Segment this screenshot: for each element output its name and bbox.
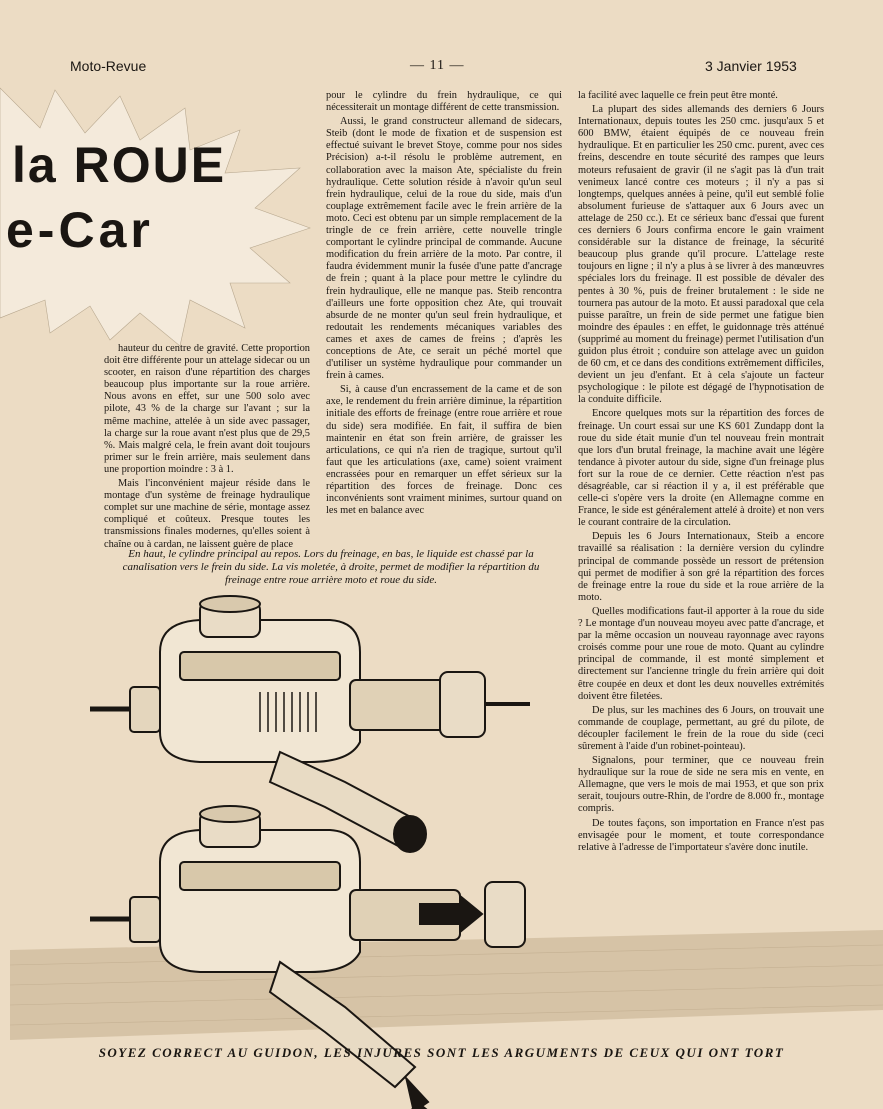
paragraph: La plupart des sides allemands des derniers 6 Jours Internationaux, depuis toutes les 250 cmc. jusqu'aux 5 et 600 BMW, étaient équipés de ce nouveau frein hydraulique. Et en particulier les 250 cmc. purent, avec ces freins, descendre en toute sécurité des rampes que leurs moteurs refusaient de gravir (il ne s'agit pas là d'un trait venimeux lancé contre ces moteurs ; il n'y a pas si longtemps, quelques années à peine, qu'il eut semblé folie absolument furieuse de s'attaquer aux 6 Jours avec un attelage de 250 cc.). Et ce sérieux banc d'essai que furent ces derniers 6 Jours confirma encore le gain vraiment considérable sur la distance de freinage, la sécurité beaucoup plus grande qu'il procure. L'attelage reste toujours en ligne ; il n'y a plus à se livrer à des manœuvres spéciales lors du freinage. Il est possible de dévaler des pentes à 30 %, puis de freiner brutalement : le side ne tournera pas autour de la moto. Et aussi paradoxal que cela puisse paraître, un frein de side permet une fatigue bien moindre des épaules : en effet, le guidonnage très atténué (supprimé au moment du freinage) permet l'utilisation d'un guidon plus étroit ; conduire son attelage avec un guidon de 60 cm, et ce dans des conditions extrêmement difficiles, devient un jeu d'enfant. Et à cela s'ajoute un facteur psychologique : le pilote est dégagé de l'hypnotisation de la conduite difficile. xyxy=(578,104,824,406)
paragraph: la facilité avec laquelle ce frein peut être monté. xyxy=(578,90,778,101)
paragraph: Mais l'inconvénient majeur réside dans le montage d'un système de freinage hydraulique complet sur une machine de série, montage assez compliqué et coûteux. Presque toutes les transmissions finales modernes, qu'elles soient à chaîne ou à cardan, ne laissent guère de place xyxy=(104,478,310,550)
cylinder-braking xyxy=(90,806,525,1109)
paragraph: Si, à cause d'un encrassement de la came et de son axe, le rendement du frein arrière diminue, la répartition initiale des efforts de freinage (entre roue arrière et roue du side) sera modifiée. En fait, il suffira de bien maintenir en état son frein arrière, de graisser les articulations, ce qui n'a rien de tragique, surtout qu'il faut que les articulations (axe, came) soient vraiment encrassées pour en remarquer un effet sérieux sur la répartition des forces de freinage. Donc ces inconvénients sont vraiment minimes, surtour quand on les met en balance avec xyxy=(326,384,562,517)
paragraph: De plus, sur les machines des 6 Jours, on trouvait une commande de couplage, permettant, au gré du pilote, de découpler facilement le frein de la roue du side (ceci sûrement à l'aide d'un robinet-pointeau). xyxy=(578,704,824,752)
paragraph: Quelles modifications faut-il apporter à la roue du side ? Le montage d'un nouveau moyeu avec patte d'ancrage, et par la même occasion un nouveau rayonnage avec rayons croisés comme pour une roue de moto. Quant au cylindre principal de commande, il est monté simplement et directement sur l'ancienne tringle du frein arrière qui doit être coupée en deux et dont les deux nouvelles extrémités doivent être filetées. xyxy=(578,605,824,702)
article-title-line2: e-Car xyxy=(6,202,154,258)
figure-caption: En haut, le cylindre principal au repos. Lors du freinage, en bas, le liquide est chassé par la canalisation vers le frein du side. La vis moletée, à droite, permet de modifier la répartition du freinage entre roue arrière moto et roue du side. xyxy=(122,548,540,586)
paragraph: Encore quelques mots sur la répartition des forces de freinage. Un court essai sur une KS 601 Zundapp dont la roue du side était munie d'un tel nouveau frein montrait que lors d'un brutal freinage, la machine avait une légère tendance à pivoter autour du side, signe d'un freinage plus fort sur la roue de ce dernier. Cette réaction n'est pas désagréable, car si réaction il y a, il est préférable que celle-ci s'opère vers la droite (en Allemagne comme en France, le side est généralement attelé à droite) et non vers le courant contraire de la circulation. xyxy=(578,408,824,529)
footer-slogan: SOYEZ CORRECT AU GUIDON, LES INJURES SONT LES ARGUMENTS DE CEUX QUI ONT TORT xyxy=(98,1045,785,1060)
paragraph: Signalons, pour terminer, que ce nouveau frein hydraulique sur la roue de side ne sera mis en vente, en Allemagne, que vers le mois de mai 1953, et que son prix serait, toujours outre-Rhin, de l'ordre de 8.000 fr., montage compris. xyxy=(578,755,824,815)
cylinder-at-rest xyxy=(90,596,530,852)
paragraph: Aussi, le grand constructeur allemand de sidecars, Steib (dont le mode de fixation et de suspension est effectué suivant le brevet Stoye, comme pour nos sides Précision) a-t-il résolu le problème autrement, en collaboration avec la maison Ate, spécialiste du frein hydraulique. Cette solution réside à n'avoir qu'un seul frein hydraulique, celui de la roue du side, mais d'un couplage extrêmement facile avec le frein arrière de la moto. Ceci est obtenu par un simple remplacement de la tringle de ce frein arrière, cette nouvelle tringle comportant le cylindre principal de commande. Aucune modification du frein arrière de la moto. Par contre, il faudra évidemment munir la fusée d'une patte d'ancrage de frein ; quant à la place pour mettre le cylindre du frein hydraulique, elle ne manque pas. Steib rencontra d'ailleurs une forte opposition chez Ate, qui trouvait absurde de ne monter qu'un seul frein hydraulique, et redoutait les rendements mécaniques variables des cames et axes de cames de freins ; d'après les conceptions de Ate, ce serait un péché mortel que d'utiliser un système hydraulique pour commander un frein à cames. xyxy=(326,116,562,382)
paragraph: Depuis les 6 Jours Internationaux, Steib a encore travaillé sa réalisation : la dernière version du cylindre principal de commande possède un ressort de prétension qui permet de modifier à son gré la répartition des forces de freinage entre la roue du side et la roue arrière de la moto. xyxy=(578,531,824,603)
paragraph: pour le cylindre du frein hydraulique, ce qui nécessiterait un montage différent de cette transmission. xyxy=(326,90,562,114)
article-title-line1: la ROUE xyxy=(12,137,227,193)
issue-date: 3 Janvier 1953 xyxy=(705,58,797,74)
column-middle xyxy=(326,90,562,540)
page-number: — 11 — xyxy=(410,58,465,73)
publication-name: Moto-Revue xyxy=(70,58,147,74)
paragraph: hauteur du centre de gravité. Cette proportion doit être différente pour un attelage sidecar ou un scooter, en raison d'une répartition des charges beaucoup plus importante sur la roue arrière. Nous avons en effet, sur une 500 solo avec pilote, 43 % de la charge sur l'avant ; sur la même machine, attelée à un side avec passager, la charge sur la roue avant n'est plus que de 29,5 %. Mais malgré cela, le frein avant doit toujours primer sur le frein arrière, mais seulement dans une proportion moindre : 3 à 1. xyxy=(104,343,310,475)
column-right xyxy=(578,90,824,930)
brake-cylinder-illustration xyxy=(90,592,530,1042)
paragraph: De toutes façons, son importation en France n'est pas envisagée pour le moment, et toute correspondance relative à l'adresse de l'importateur s'avère donc inutile. xyxy=(578,817,824,853)
column-left xyxy=(104,343,310,550)
